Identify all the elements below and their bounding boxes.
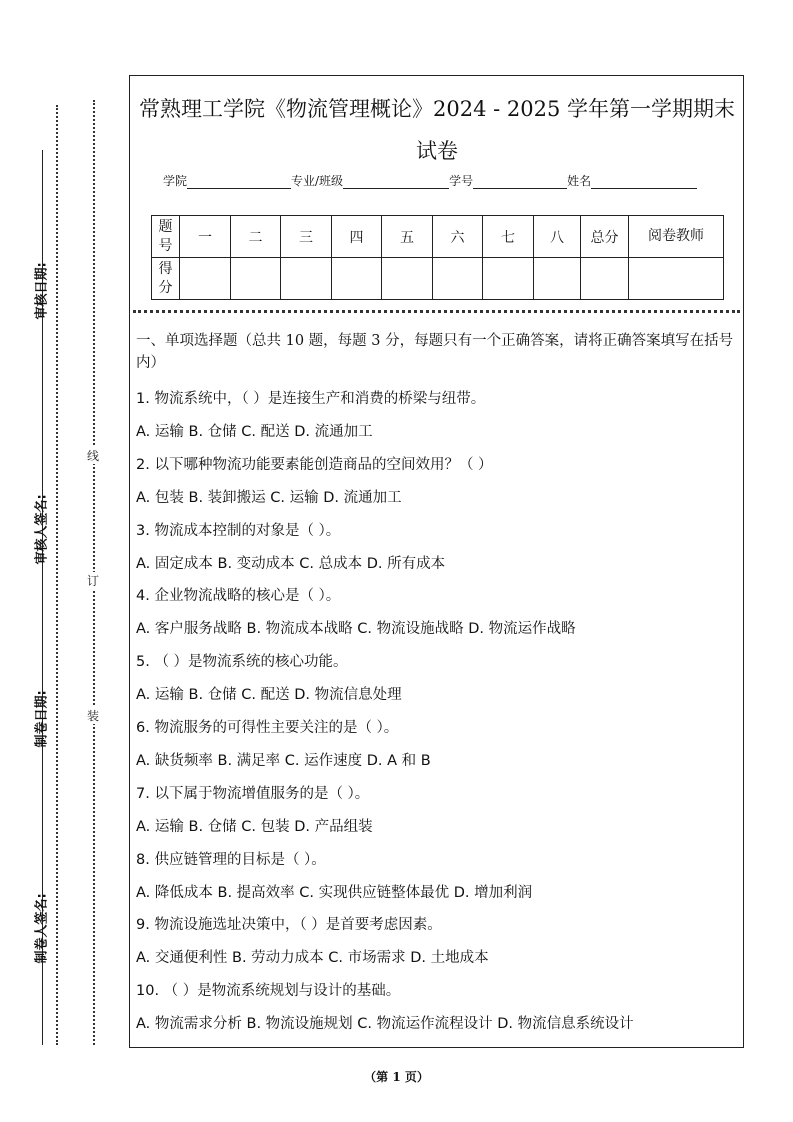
question-3-text: 3. 物流成本控制的对象是（ ）。 bbox=[136, 522, 341, 539]
page-number: （第 1 页） bbox=[364, 1070, 429, 1084]
question-7-text: 7. 以下属于物流增值服务的是（ ）。 bbox=[136, 785, 370, 802]
question-9-options: A. 交通便利性 B. 劳动力成本 C. 市场需求 D. 土地成本 bbox=[136, 950, 489, 967]
question-4-text: 4. 企业物流战略的核心是（ ）。 bbox=[136, 588, 341, 605]
score-cell[interactable] bbox=[629, 258, 724, 300]
score-col-7: 七 bbox=[483, 216, 534, 258]
question-2-options: A. 包装 B. 装卸搬运 C. 运输 D. 流通加工 bbox=[136, 489, 402, 506]
score-cell[interactable] bbox=[534, 258, 581, 300]
score-col-3: 三 bbox=[281, 216, 332, 258]
binding-dotted-line-left bbox=[56, 105, 58, 1045]
score-cell[interactable] bbox=[332, 258, 382, 300]
binding-char-bind: 装 bbox=[87, 709, 100, 723]
score-cell[interactable] bbox=[382, 258, 433, 300]
student-id-label: 学号 bbox=[449, 174, 474, 188]
score-col-8: 八 bbox=[534, 216, 581, 258]
review-date-label: 审核日期: bbox=[34, 262, 50, 320]
score-cell[interactable] bbox=[433, 258, 483, 300]
score-cell[interactable] bbox=[180, 258, 231, 300]
score-col-2: 二 bbox=[231, 216, 281, 258]
question-5-text: 5. （ ）是物流系统的核心功能。 bbox=[136, 654, 348, 671]
section-1-heading: 一、单项选择题（总共 10 题，每题 3 分，每题只有一个正确答案，请将正确答案填写在括号内） bbox=[136, 333, 734, 371]
student-info-row bbox=[163, 172, 723, 189]
major-class-field[interactable] bbox=[343, 174, 449, 189]
question-4-options: A. 客户服务战略 B. 物流成本战略 C. 物流设施战略 D. 物流运作战略 bbox=[136, 621, 576, 638]
score-col-grader: 阅卷教师 bbox=[629, 216, 724, 258]
score-col-4: 四 bbox=[332, 216, 382, 258]
score-table-header-label: 题号 bbox=[152, 216, 180, 258]
question-1-options: A. 运输 B. 仓储 C. 配送 D. 流通加工 bbox=[136, 424, 373, 440]
name-label: 姓名 bbox=[567, 174, 592, 188]
score-col-6: 六 bbox=[433, 216, 483, 258]
binding-char-order: 订 bbox=[87, 574, 100, 588]
question-8-text: 8. 供应链管理的目标是（ ）。 bbox=[136, 851, 326, 868]
score-cell[interactable] bbox=[281, 258, 332, 300]
dotted-separator bbox=[133, 310, 740, 313]
question-10-options: A. 物流需求分析 B. 物流设施规划 C. 物流运作流程设计 D. 物流信息系统设计 bbox=[136, 1016, 634, 1033]
score-table-score-label: 得分 bbox=[152, 258, 180, 300]
score-cell[interactable] bbox=[581, 258, 629, 300]
major-class-label: 专业/班级 bbox=[291, 174, 344, 188]
student-id-field[interactable] bbox=[473, 174, 567, 189]
question-1-text: 1. 物流系统中，（ ）是连接生产和消费的桥梁与纽带。 bbox=[136, 391, 486, 407]
binding-char-line: 线 bbox=[87, 449, 100, 463]
exam-title: 常熟理工学院《物流管理概论》2024 - 2025 学年第一学期期末试卷 bbox=[138, 97, 735, 163]
question-10-text: 10. （ ）是物流系统规划与设计的基础。 bbox=[136, 983, 401, 1000]
question-6-text: 6. 物流服务的可得性主要关注的是（ ）。 bbox=[136, 720, 399, 736]
question-3-options: A. 固定成本 B. 变动成本 C. 总成本 D. 所有成本 bbox=[136, 555, 446, 572]
score-col-1: 一 bbox=[180, 216, 231, 258]
college-field[interactable] bbox=[187, 174, 291, 189]
score-col-5: 五 bbox=[382, 216, 433, 258]
name-field[interactable] bbox=[591, 174, 697, 189]
score-cell[interactable] bbox=[231, 258, 281, 300]
compile-date-label: 制卷日期: bbox=[34, 690, 50, 748]
question-6-options: A. 缺货频率 B. 满足率 C. 运作速度 D. A 和 B bbox=[136, 753, 431, 769]
question-9-text: 9. 物流设施选址决策中，（ ）是首要考虑因素。 bbox=[136, 917, 442, 934]
score-col-total: 总分 bbox=[581, 216, 629, 258]
question-2-text: 2. 以下哪种物流功能要素能创造商品的空间效用？（ ） bbox=[136, 456, 493, 473]
score-table bbox=[151, 215, 724, 300]
score-cell[interactable] bbox=[483, 258, 534, 300]
question-7-options: A. 运输 B. 仓储 C. 包装 D. 产品组装 bbox=[136, 818, 373, 835]
compiler-signature-label: 制卷人签名: bbox=[34, 893, 50, 964]
reviewer-signature-label: 审核人签名: bbox=[34, 494, 50, 565]
question-5-options: A. 运输 B. 仓储 C. 配送 D. 物流信息处理 bbox=[136, 687, 402, 704]
college-label: 学院 bbox=[163, 174, 188, 188]
question-8-options: A. 降低成本 B. 提高效率 C. 实现供应链整体最优 D. 增加利润 bbox=[136, 884, 533, 901]
